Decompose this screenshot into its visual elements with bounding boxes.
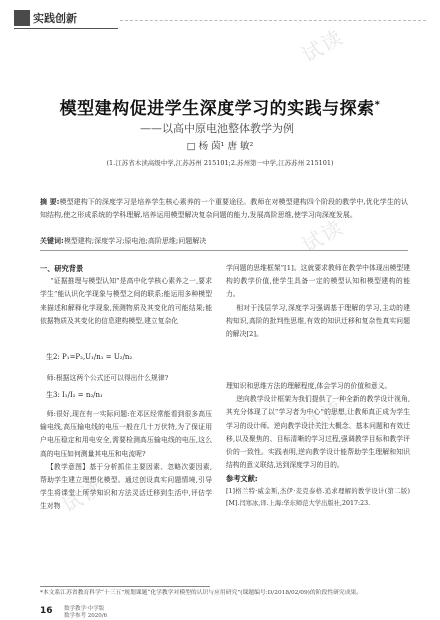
right-column-top — [226, 262, 410, 341]
left-column-bottom — [40, 408, 212, 514]
section-tag: 实践创新 — [14, 10, 77, 26]
header-ornament — [120, 20, 426, 21]
article-title: 模型建构促进学生深度学习的实践与探索* — [59, 99, 381, 119]
watermark: 试读 — [297, 24, 348, 68]
references-heading: 参考文献: — [226, 474, 258, 484]
paragraph: 师:很好,现在有一实际问题:在邓区经常能看到很多高压输电线,高压输电线的电压一般在几十万伏特,为了保证用户电压稳定和用电安全,需要检测高压输电线的电压,这么高的电压如何测量其电压和电流呢? — [40, 410, 212, 458]
formula-2: 生3: I₁/I₂ = n₂/n₁ — [46, 391, 103, 399]
section-square-icon — [14, 10, 30, 26]
affiliation: (1.江苏省木渎高级中学,江苏苏州 215101;2.苏州第一中学,江苏苏州 215101) — [106, 159, 334, 167]
footnote-rule — [40, 586, 210, 587]
paragraph: “证据推理与模型认知”是高中化学核心素养之一,要求学生“能认识化学现象与模型之间的联系;能运用多种模型来描述和解释化学现象,预测物质及其变化的可能结果;能依据物质及其变化的信息建构模型,建立复杂化 — [40, 277, 212, 325]
left-line: 师:根据这两个公式还可以得出什么规律? — [46, 374, 169, 382]
watermark: 试读 — [297, 214, 348, 258]
abstract-divider — [40, 250, 408, 251]
journal-info: 数学教学·中学版 数学参考 2020/6 — [64, 606, 108, 619]
authors: □ 杨 茵¹ 唐 敏² — [186, 141, 254, 152]
paragraph: 逆向教学设计框架为我们提供了一种全新的教学设计视角,其充分体现了以“学习者为中心”的思想,让教师真正成为学生学习的设计师。逆向教学设计关注大概念、基本问题和有效迁移,以及聚焦的、目标清晰的学习过程,强调教学目标和教学评价的一致性。实践表明,逆向教学设计能帮助学生理解和知识结构的意义联结,达到深度学习的目的。 — [226, 395, 410, 470]
header-rule — [14, 28, 118, 29]
section-heading: 一、研究背景 — [40, 264, 84, 273]
right-column-bottom — [226, 380, 410, 510]
paragraph: 学问题的思维框架”[1]。这就要求教师在教学中体现出模型建构的教学价值,使学生具备一定的模型认知和模型建构的能力。 — [226, 264, 410, 299]
watermark: 试读 — [297, 394, 348, 438]
keywords: 关键词:模型建构;深度学习;原电池;高阶思维;问题解决 — [40, 237, 207, 245]
abstract: 摘 要:模型建构下的深度学习是培养学生核心素养的一个重要途径。教师在对模型建构四个阶段的教学中,优化学生的认知结构,使之形成系统的学科理解,培养运用模型解决复杂问题的能力,发展高阶思维,使学习向深度发展。 — [40, 198, 408, 219]
watermark: 试读 — [57, 474, 108, 518]
footnote: *本文系江苏省教育科学“十三五”规划课题“化学教学对模型的认识与应用研究”(课题编号:D/2018/02/09)的阶段性研究成果。 — [40, 590, 363, 596]
formula-1: 生2: P₁=P₂,U₁/n₁ = U₂/n₂ — [46, 353, 133, 361]
article-subtitle: ——以高中原电池整体教学为例 — [140, 122, 294, 135]
reference-item: [1]格兰特·威金斯,杰伊·麦克泰格.追求理解的教学设计(第二版)[M].闫寒冰,译.上海:华东师范大学出版社,2017:23. — [226, 487, 410, 507]
paragraph: 【教学意图】基于分析抓住主要因素、忽略次要因素,帮助学生建立理想化模型。通过创设真实问题情境,引导学生将课堂上所学知识和方法灵活迁移到生活中,评估学生对物 — [40, 462, 212, 511]
paragraph: 理知识和思维方法的理解程度,体会学习的价值和意义。 — [226, 382, 392, 390]
page-number: 16 — [40, 606, 53, 616]
paragraph: 相对于浅层学习,深度学习强调基于理解的学习,主动的建构知识,高阶的批判性思维,有效的知识迁移和复杂性真实问题的解决[2]。 — [226, 303, 410, 339]
left-column-top — [40, 262, 212, 328]
